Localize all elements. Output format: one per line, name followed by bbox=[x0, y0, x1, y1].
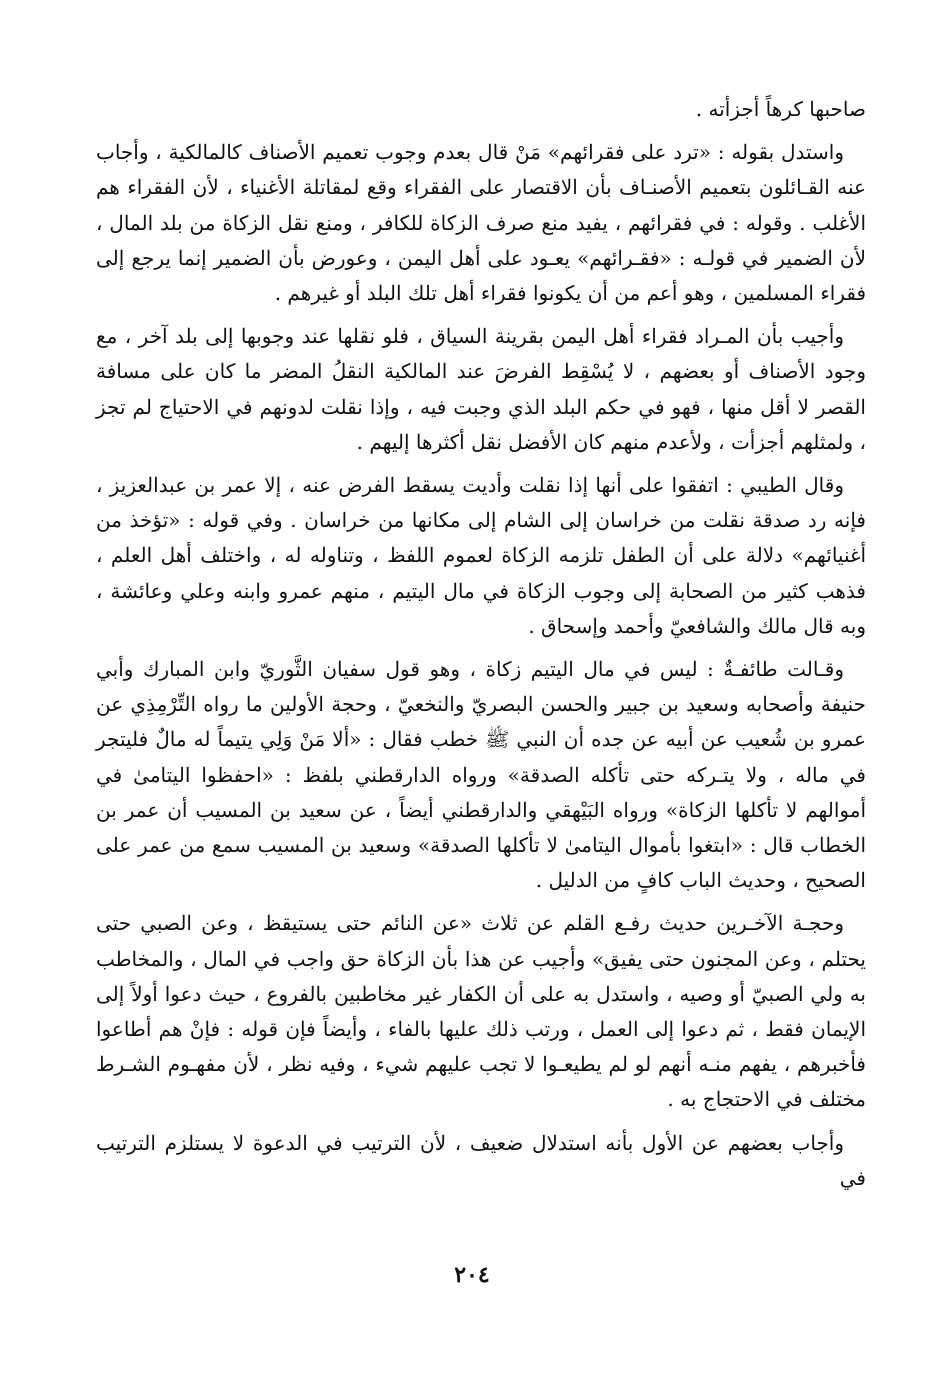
paragraph-4: وقال الطيبي : اتفقوا على أنها إذا نقلت وأديت يسقط الفرض عنه ، إلا عمر بن عبدالعزيز ، فإنه رد صدقة نقلت من خراسان إلى الشام إلى مكانها من خراسان . وفي قوله : «تؤخذ من أغنيائهم» دلالة على أن الطفل تلزمه الزكاة لعموم اللفظ ، وتناوله له ، واختلف أهل العلم ، فذهب كثير من الصحابة إلى وجوب الزكاة في مال اليتيم ، منهم عمرو وابنه وعلي وعائشة ، وبه قال مالك والشافعيّ وأحمد وإسحاق . bbox=[96, 473, 866, 638]
paragraph-6: وحجـة الآخـرين حديث رفـع القلم عن ثلاث «عن النائم حتى يستيقظ ، وعن الصبي حتى يحتلم ، وعن المجنون حتى يفيق» وأجيب عن هذا بأن الزكاة حق واجب في المال ، والمخاطب به ولي الصبيّ أو وصيه ، واستدل به على أن الكفار غير مخاطبين بالفروع ، حيث دعوا أولاً إلى الإيمان فقط ، ثم دعوا إلى العمل ، ورتب ذلك عليها بالفاء ، وأيضاً فإن قوله : فإنْ هم أطاعوا فأخبرهم ، يفهم منـه أنهم لو لم يطيعـوا لا تجب عليهم شيء ، وفيه نظر ، لأن مفهـوم الشـرط مختلف في الاحتجاج به . bbox=[96, 911, 866, 1112]
paragraph-2: واستدل بقوله : «ترد على فقرائهم» مَنْ قال بعدم وجوب تعميم الأصناف كالمالكية ، وأجاب عنه القـائلون بتعميم الأصنـاف بأن الاقتصار على الفقراء وقع لمقاتلة الأغنياء ، لأن الفقراء هم الأغلب . وقوله : في فقرائهم ، يفيد منع صرف الزكاة للكافر ، ومنع نقل الزكاة من بلد المال ، لأن الضمير في قولـه : «فقـرائهم» يعـود على أهل اليمن ، وعورض بأن الضمير إنما يرجع إلى فقراء المسلمين ، وهو أعم من أن يكونوا فقراء أهل تلك البلد أو غيرهم . bbox=[96, 140, 866, 306]
page-number: ٢٠٤ bbox=[454, 1262, 490, 1288]
paragraph-7: وأجاب بعضهم عن الأول بأنه استدلال ضعيف ، لأن الترتيب في الدعوة لا يستلزم الترتيب في bbox=[96, 1130, 866, 1190]
paragraph-3: وأجيب بأن المـراد فقراء أهل اليمن بقرينة السياق ، فلو نقلها عند وجوبها إلى بلد آخر ، مع وجود الأصناف أو بعضهم ، لا يُسْقِط الفرضَ عند المالكية النقلُ المضر ما كان على مسافة القصر لا أقل منها ، فهو في حكم البلد الذي وجبت فيه ، وإذا نقلت لدونهم في الاحتياج لم تجز ، ولمثلهم أجزأت ، ولأعدم منهم كان الأفضل نقل أكثرها إليهم . bbox=[96, 324, 866, 454]
paragraph-5: وقـالت طائفـةٌ : ليس في مال اليتيم زكاة ، وهو قول سفيان الثَّوريّ وابن المبارك وأبي حنيفة وأصحابه وسعيد بن جبير والحسن البصريّ والنخعيّ ، وحجة الأولين ما رواه التِّرْمِذِي عن عمرو بن شُعيب عن أبيه عن جده أن النبي ﷺ خطب فقال : «ألا مَنْ وَلِي يتيماً له مالٌ فليتجر في ماله ، ولا يتـركه حتى تأكله الصدقة» ورواه الدارقطني بلفظ : «احفظوا اليتامىٰ في أموالهم لا تأكلها الزكاة» ورواه البَيْهقي والدارقطني أيضاً ، عن سعيد بن المسيب أن عمر بن الخطاب قال : «ابتغوا بأموال اليتامىٰ لا تأكلها الصدقة» وسعيد بن المسيب سمع من عمر على الصحيح ، وحديث الباب كافٍ من الدليل . bbox=[96, 657, 866, 893]
body-text bbox=[96, 92, 866, 1204]
paragraph-1: صاحبها كرهاً أجزأته . bbox=[695, 97, 866, 121]
